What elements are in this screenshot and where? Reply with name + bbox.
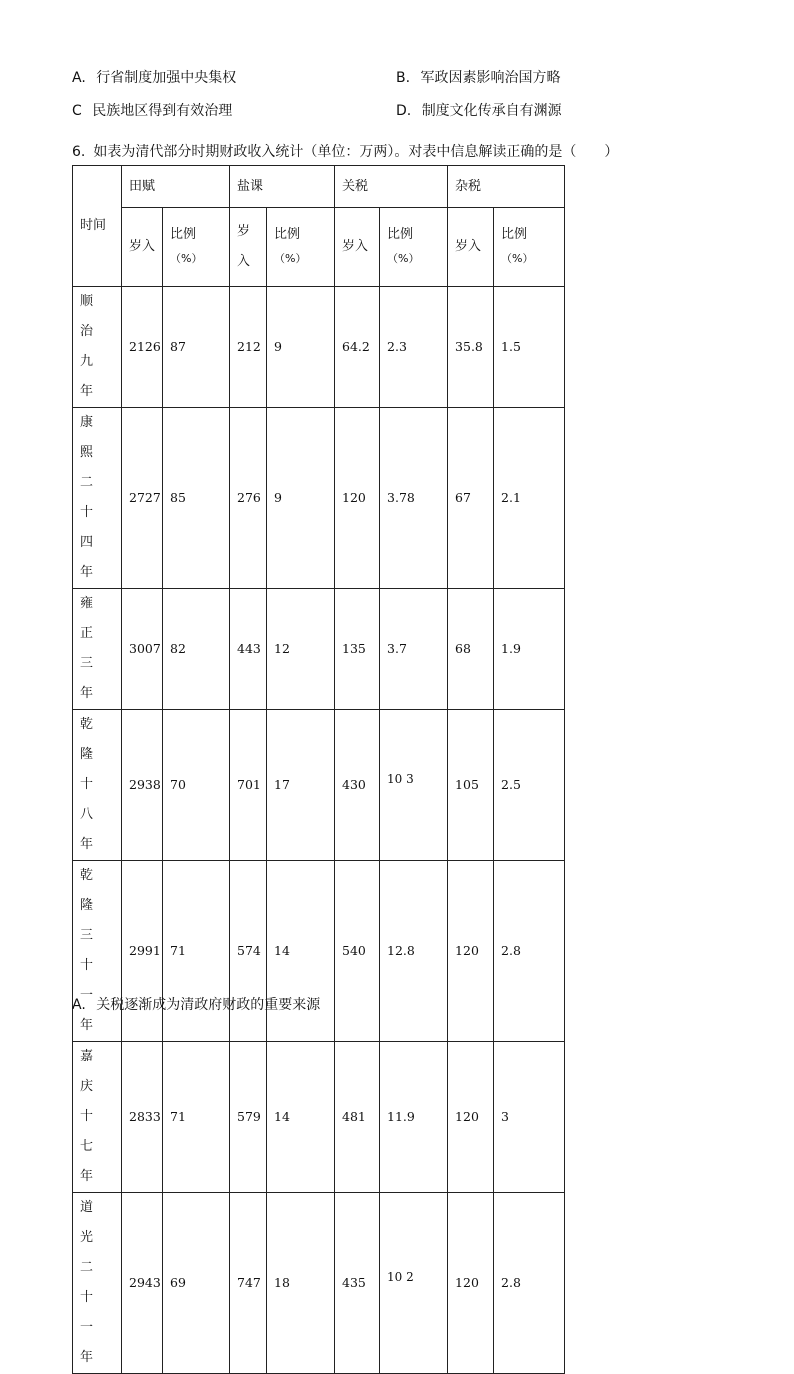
table-row — [73, 1193, 565, 1374]
table-row — [73, 1042, 565, 1193]
cell: 747 — [230, 1193, 267, 1374]
cell: 540 — [335, 861, 380, 1042]
cell: 1.5 — [494, 287, 565, 408]
table-row — [73, 710, 565, 861]
cell: 443 — [230, 589, 267, 710]
option-d[interactable] — [396, 100, 562, 120]
option-letter: A. — [72, 997, 86, 1013]
cell: 11.9 — [380, 1042, 448, 1193]
group-header: 盐课 — [230, 166, 335, 208]
cell: 70 — [163, 710, 230, 861]
cell: 10 2 — [380, 1193, 448, 1374]
table-row — [73, 287, 565, 408]
cell: 212 — [230, 287, 267, 408]
cell: 2991 — [122, 861, 163, 1042]
option-text: 民族地区得到有效治理 — [92, 103, 233, 119]
cell: 2727 — [122, 408, 163, 589]
ratio-header: 比例 （%） — [267, 208, 335, 287]
cell: 12.8 — [380, 861, 448, 1042]
table-row — [73, 861, 565, 1042]
cell: 67 — [448, 408, 494, 589]
cell: 120 — [448, 1193, 494, 1374]
cell: 120 — [448, 861, 494, 1042]
table-header-row — [73, 166, 565, 208]
cell: 2.3 — [380, 287, 448, 408]
row-time: 康熙二十四年 — [73, 408, 122, 589]
row-time: 顺治九年 — [73, 287, 122, 408]
option-letter: C — [72, 103, 82, 119]
option-b[interactable] — [396, 67, 561, 87]
row-time: 道光二十一年 — [73, 1193, 122, 1374]
cell: 2126 — [122, 287, 163, 408]
income-header: 岁入 — [122, 208, 163, 287]
cell: 69 — [163, 1193, 230, 1374]
question-number: 6. — [72, 144, 86, 160]
cell: 2833 — [122, 1042, 163, 1193]
option-letter: D. — [396, 103, 412, 119]
ratio-header: 比例 （%） — [494, 208, 565, 287]
cell: 9 — [267, 287, 335, 408]
cell: 430 — [335, 710, 380, 861]
row-time: 乾隆三十一年 — [73, 861, 122, 1042]
cell: 85 — [163, 408, 230, 589]
option-text: 军政因素影响治国方略 — [420, 70, 561, 86]
group-header: 关税 — [335, 166, 448, 208]
cell: 574 — [230, 861, 267, 1042]
fiscal-revenue-table — [72, 165, 565, 1374]
option-text: 关税逐渐成为清政府财政的重要来源 — [96, 997, 321, 1013]
option-c[interactable] — [72, 100, 232, 120]
cell: 3007 — [122, 589, 163, 710]
income-header: 岁入 — [230, 208, 267, 287]
cell: 12 — [267, 589, 335, 710]
cell: 435 — [335, 1193, 380, 1374]
cell: 71 — [163, 861, 230, 1042]
cell: 3.7 — [380, 589, 448, 710]
cell: 82 — [163, 589, 230, 710]
cell: 2.8 — [494, 1193, 565, 1374]
row-time: 乾隆十八年 — [73, 710, 122, 861]
cell: 3 — [494, 1042, 565, 1193]
cell: 17 — [267, 710, 335, 861]
cell: 64.2 — [335, 287, 380, 408]
cell: 120 — [335, 408, 380, 589]
option-letter: A. — [72, 70, 86, 86]
option-text: 制度文化传承自有渊源 — [421, 103, 562, 119]
cell: 2.5 — [494, 710, 565, 861]
ratio-header: 比例 （%） — [163, 208, 230, 287]
cell: 105 — [448, 710, 494, 861]
cell: 87 — [163, 287, 230, 408]
cell: 9 — [267, 408, 335, 589]
group-header: 田赋 — [122, 166, 230, 208]
cell: 1.9 — [494, 589, 565, 710]
option-a[interactable] — [72, 67, 236, 87]
cell: 701 — [230, 710, 267, 861]
cell: 35.8 — [448, 287, 494, 408]
cell: 10 3 — [380, 710, 448, 861]
cell: 276 — [230, 408, 267, 589]
ratio-header: 比例 （%） — [380, 208, 448, 287]
answer-option-a[interactable] — [72, 994, 320, 1014]
cell: 18 — [267, 1193, 335, 1374]
table-row — [73, 589, 565, 710]
cell: 2.1 — [494, 408, 565, 589]
question-text: 如表为清代部分时期财政收入统计（单位：万两）。对表中信息解读正确的是（ ） — [93, 144, 619, 160]
time-header: 时间 — [73, 166, 122, 287]
cell: 2.8 — [494, 861, 565, 1042]
group-header: 杂税 — [448, 166, 565, 208]
option-text: 行省制度加强中央集权 — [96, 70, 237, 86]
income-header: 岁入 — [448, 208, 494, 287]
row-time: 嘉庆十七年 — [73, 1042, 122, 1193]
cell: 481 — [335, 1042, 380, 1193]
cell: 579 — [230, 1042, 267, 1193]
cell: 2938 — [122, 710, 163, 861]
row-time: 雍正三年 — [73, 589, 122, 710]
option-letter: B. — [396, 70, 411, 86]
cell: 2943 — [122, 1193, 163, 1374]
cell: 68 — [448, 589, 494, 710]
table-row — [73, 408, 565, 589]
cell: 120 — [448, 1042, 494, 1193]
cell: 14 — [267, 861, 335, 1042]
income-header: 岁入 — [335, 208, 380, 287]
cell: 135 — [335, 589, 380, 710]
cell: 3.78 — [380, 408, 448, 589]
cell: 71 — [163, 1042, 230, 1193]
question-stem — [72, 141, 618, 161]
table-subheader-row — [73, 208, 565, 287]
cell: 14 — [267, 1042, 335, 1193]
